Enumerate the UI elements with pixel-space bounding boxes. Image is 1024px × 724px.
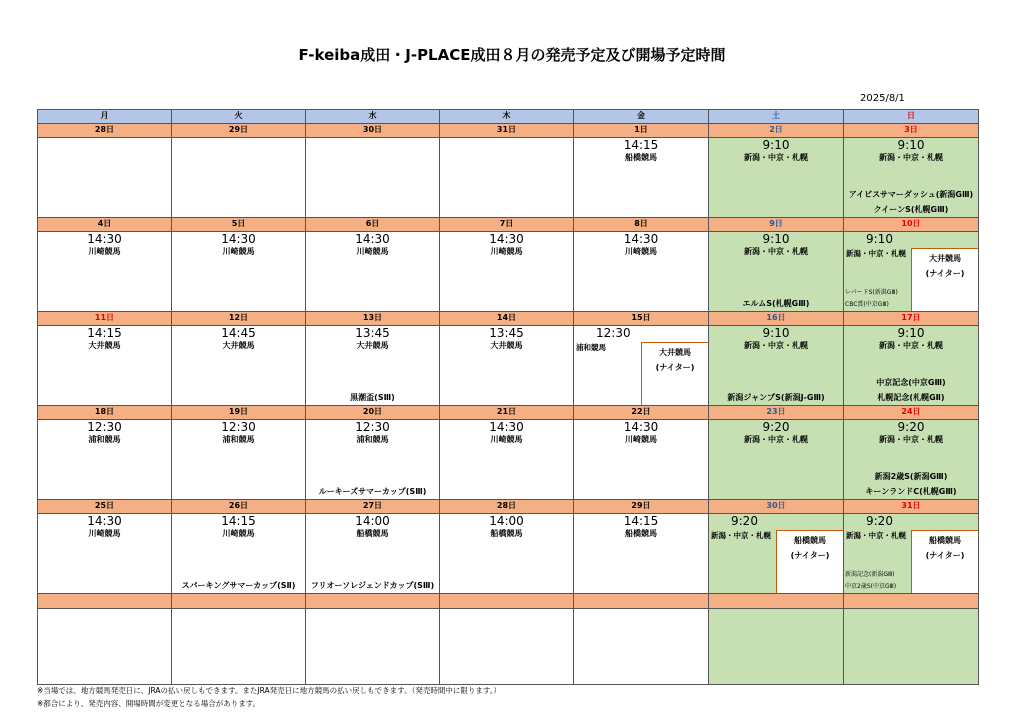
- day-number: 18日: [38, 406, 172, 420]
- page-title: F-keiba成田・J-PLACE成田８月の発売予定及び開場予定時間: [298, 46, 726, 64]
- schedule-cell: [440, 326, 574, 406]
- schedule-cell: [306, 326, 440, 406]
- venue: 川崎競馬: [490, 247, 523, 256]
- day-number: 4日: [38, 218, 172, 232]
- featured-race: レパードS(新潟GⅢ): [845, 289, 898, 296]
- venue: 新潟・中京・札幌: [711, 531, 771, 540]
- venue: 川崎競馬: [625, 435, 657, 444]
- venue: 船橋競馬: [490, 529, 523, 538]
- empty-day-number: [172, 594, 306, 609]
- open-time: 9:10: [762, 326, 790, 340]
- schedule-cell: [172, 326, 306, 406]
- open-time: 14:15: [623, 138, 659, 152]
- weekday-header: 火: [172, 110, 306, 124]
- night-venue: 大井競馬: [659, 348, 691, 357]
- schedule-cell: [709, 232, 844, 312]
- open-time: 9:10: [866, 232, 893, 246]
- weekday-header: 木: [440, 110, 574, 124]
- schedule-row: [38, 420, 979, 500]
- empty-day-number: [38, 594, 172, 609]
- day-number: 7日: [440, 218, 574, 232]
- schedule-cell: [172, 138, 306, 218]
- day-number: 31日: [844, 500, 979, 514]
- empty-schedule-cell: [306, 609, 440, 685]
- day-number: 28日: [38, 124, 172, 138]
- venue: 川崎競馬: [356, 247, 389, 256]
- schedule-row: [38, 326, 979, 406]
- venue: 浦和競馬: [88, 435, 121, 444]
- weekday-header-row: [38, 110, 979, 124]
- schedule-cell: [709, 138, 844, 218]
- open-time: 9:20: [762, 420, 790, 434]
- venue: 大井競馬: [222, 341, 255, 350]
- night-venue: 船橋競馬: [929, 536, 961, 545]
- open-time: 9:10: [762, 232, 790, 246]
- schedule-cell: [172, 514, 306, 594]
- venue: 新潟・中京・札幌: [879, 153, 943, 162]
- open-time: 14:00: [489, 514, 524, 528]
- open-time: 14:00: [355, 514, 390, 528]
- schedule-cell: [844, 232, 979, 312]
- night-race-box: [641, 342, 708, 405]
- date-row: [38, 312, 979, 326]
- open-time: 14:30: [221, 232, 256, 246]
- open-time: 14:30: [623, 420, 659, 434]
- empty-schedule-cell: [574, 609, 709, 685]
- venue: 川崎競馬: [625, 247, 657, 256]
- venue: 川崎競馬: [222, 247, 255, 256]
- venue: 新潟・中京・札幌: [879, 435, 943, 444]
- empty-day-number: [574, 594, 709, 609]
- venue: 川崎競馬: [222, 529, 255, 538]
- weekday-header: 土: [709, 110, 844, 124]
- schedule-cell: [38, 232, 172, 312]
- night-label: (ナイター): [925, 269, 965, 278]
- day-number: 20日: [306, 406, 440, 420]
- day-number: 17日: [844, 312, 979, 326]
- venue: 浦和競馬: [576, 343, 606, 352]
- schedule-cell: [709, 326, 844, 406]
- schedule-cell: [306, 138, 440, 218]
- schedule-cell: [574, 420, 709, 500]
- featured-race: キーンランドC(札幌GⅢ): [865, 487, 957, 496]
- featured-race: 黒潮盃(SⅢ): [350, 393, 395, 402]
- footnote: ※都合により、発売内容、開場時間が変更となる場合があります。: [37, 699, 261, 708]
- open-time: 9:20: [897, 420, 925, 434]
- empty-schedule-cell: [38, 609, 172, 685]
- venue: 船橋競馬: [625, 529, 657, 538]
- schedule-cell: [574, 326, 709, 406]
- day-number: 11日: [38, 312, 172, 326]
- featured-race: 中京2歳S(中京GⅢ): [845, 583, 897, 590]
- venue: 大井競馬: [490, 341, 523, 350]
- venue: 大井競馬: [88, 341, 121, 350]
- footnotes: [37, 684, 501, 710]
- featured-race: アイビスサマーダッシュ(新潟GⅢ): [848, 190, 974, 199]
- empty-schedule-cell: [172, 609, 306, 685]
- day-number: 14日: [440, 312, 574, 326]
- schedule-row: [38, 138, 979, 218]
- day-number: 9日: [709, 218, 844, 232]
- schedule-cell: [440, 420, 574, 500]
- schedule-cell: [844, 420, 979, 500]
- venue: 川崎競馬: [88, 529, 121, 538]
- open-time: 14:30: [489, 232, 524, 246]
- open-time: 14:30: [623, 232, 659, 246]
- open-time: 14:15: [87, 326, 122, 340]
- venue: 新潟・中京・札幌: [744, 435, 808, 444]
- venue: 船橋競馬: [625, 153, 657, 162]
- featured-race: フリオーソレジェンドカップ(SⅢ): [310, 581, 435, 590]
- day-number: 21日: [440, 406, 574, 420]
- open-time: 12:30: [87, 420, 122, 434]
- open-time: 12:30: [596, 326, 631, 340]
- weekday-header: 金: [574, 110, 709, 124]
- schedule-cell: [306, 514, 440, 594]
- empty-schedule-cell: [440, 609, 574, 685]
- venue: 川崎競馬: [88, 247, 121, 256]
- date-row: [38, 218, 979, 232]
- schedule-cell: [38, 420, 172, 500]
- schedule-cell: [306, 420, 440, 500]
- open-time: 12:30: [221, 420, 256, 434]
- empty-day-number: [306, 594, 440, 609]
- calendar-table: [37, 109, 979, 685]
- featured-race: スパーキングサマーカップ(SⅡ): [181, 581, 296, 590]
- venue: 新潟・中京・札幌: [879, 341, 943, 350]
- schedule-cell: [844, 326, 979, 406]
- featured-race: 新潟記念(新潟GⅢ): [845, 571, 895, 578]
- footnote: ※当場では、地方競馬発売日に、JRAの払い戻しもできます。またJRA発売日に地方競馬の払い戻しもできます。（発売時間中に限ります。）: [37, 686, 501, 695]
- venue: 浦和競馬: [222, 435, 255, 444]
- day-number: 31日: [440, 124, 574, 138]
- schedule-cell: [844, 514, 979, 594]
- day-number: 6日: [306, 218, 440, 232]
- night-label: (ナイター): [655, 363, 695, 372]
- featured-race: 新潟ジャンプS(新潟J-GⅢ): [727, 393, 825, 402]
- open-time: 9:10: [897, 326, 925, 340]
- empty-schedule-cell: [844, 609, 979, 685]
- venue: 新潟・中京・札幌: [744, 341, 808, 350]
- empty-day-number: [440, 594, 574, 609]
- day-number: 12日: [172, 312, 306, 326]
- day-number: 25日: [38, 500, 172, 514]
- day-number: 28日: [440, 500, 574, 514]
- empty-date-row: [38, 594, 979, 609]
- night-label: (ナイター): [925, 551, 965, 560]
- night-race-box: [911, 530, 978, 593]
- day-number: 29日: [574, 500, 709, 514]
- open-time: 14:30: [489, 420, 524, 434]
- schedule-cell: [709, 420, 844, 500]
- date-row: [38, 500, 979, 514]
- empty-day-number: [844, 594, 979, 609]
- day-number: 30日: [306, 124, 440, 138]
- night-venue: 大井競馬: [929, 254, 961, 263]
- day-number: 22日: [574, 406, 709, 420]
- open-time: 14:15: [221, 514, 256, 528]
- schedule-cell: [844, 138, 979, 218]
- day-number: 3日: [844, 124, 979, 138]
- venue: 新潟・中京・札幌: [846, 249, 906, 258]
- day-number: 30日: [709, 500, 844, 514]
- schedule-cell: [709, 514, 844, 594]
- schedule-cell: [172, 420, 306, 500]
- open-time: 14:30: [355, 232, 390, 246]
- day-number: 23日: [709, 406, 844, 420]
- day-number: 13日: [306, 312, 440, 326]
- schedule-cell: [306, 232, 440, 312]
- venue: 新潟・中京・札幌: [744, 153, 808, 162]
- schedule-cell: [38, 326, 172, 406]
- schedule-cell: [172, 232, 306, 312]
- open-time: 14:15: [623, 514, 659, 528]
- featured-race: 中京記念(中京GⅢ): [876, 378, 946, 387]
- open-time: 14:45: [221, 326, 256, 340]
- day-number: 19日: [172, 406, 306, 420]
- date-row: [38, 124, 979, 138]
- weekday-header: 水: [306, 110, 440, 124]
- day-number: 2日: [709, 124, 844, 138]
- open-time: 9:10: [762, 138, 790, 152]
- day-number: 8日: [574, 218, 709, 232]
- day-number: 29日: [172, 124, 306, 138]
- day-number: 27日: [306, 500, 440, 514]
- featured-race: 新潟2歳S(新潟GⅢ): [874, 472, 948, 481]
- night-race-box: [911, 248, 978, 311]
- venue: 浦和競馬: [356, 435, 389, 444]
- schedule-cell: [574, 138, 709, 218]
- venue: 新潟・中京・札幌: [846, 531, 906, 540]
- open-time: 9:20: [866, 514, 893, 528]
- empty-schedule-cell: [709, 609, 844, 685]
- open-time: 14:30: [87, 232, 122, 246]
- day-number: 15日: [574, 312, 709, 326]
- day-number: 26日: [172, 500, 306, 514]
- schedule-row: [38, 232, 979, 312]
- venue: 新潟・中京・札幌: [744, 247, 808, 256]
- schedule-row: [38, 514, 979, 594]
- schedule-cell: [574, 232, 709, 312]
- weekday-header: 月: [38, 110, 172, 124]
- venue: 大井競馬: [356, 341, 389, 350]
- schedule-cell: [38, 514, 172, 594]
- issue-date: 2025/8/1: [860, 93, 905, 104]
- schedule-cell: [440, 514, 574, 594]
- featured-race: ルーキーズサマーカップ(SⅢ): [318, 487, 427, 496]
- featured-race: エルムS(札幌GⅢ): [742, 299, 810, 308]
- date-row: [38, 406, 979, 420]
- open-time: 12:30: [355, 420, 390, 434]
- day-number: 16日: [709, 312, 844, 326]
- open-time: 9:20: [731, 514, 758, 528]
- day-number: 24日: [844, 406, 979, 420]
- open-time: 13:45: [355, 326, 390, 340]
- open-time: 13:45: [489, 326, 524, 340]
- night-race-box: [776, 530, 843, 593]
- day-number: 1日: [574, 124, 709, 138]
- venue: 川崎競馬: [490, 435, 523, 444]
- schedule-cell: [574, 514, 709, 594]
- night-venue: 船橋競馬: [794, 536, 826, 545]
- empty-day-number: [709, 594, 844, 609]
- empty-schedule-row: [38, 609, 979, 685]
- day-number: 10日: [844, 218, 979, 232]
- featured-race: クイーンS(札幌GⅢ): [873, 205, 949, 214]
- venue: 船橋競馬: [356, 529, 389, 538]
- featured-race: CBC賞(中京GⅢ): [845, 301, 889, 308]
- schedule-cell: [38, 138, 172, 218]
- open-time: 14:30: [87, 514, 122, 528]
- featured-race: 札幌記念(札幌GⅡ): [877, 393, 945, 402]
- open-time: 9:10: [897, 138, 925, 152]
- night-label: (ナイター): [790, 551, 830, 560]
- schedule-cell: [440, 232, 574, 312]
- weekday-header: 日: [844, 110, 979, 124]
- schedule-cell: [440, 138, 574, 218]
- day-number: 5日: [172, 218, 306, 232]
